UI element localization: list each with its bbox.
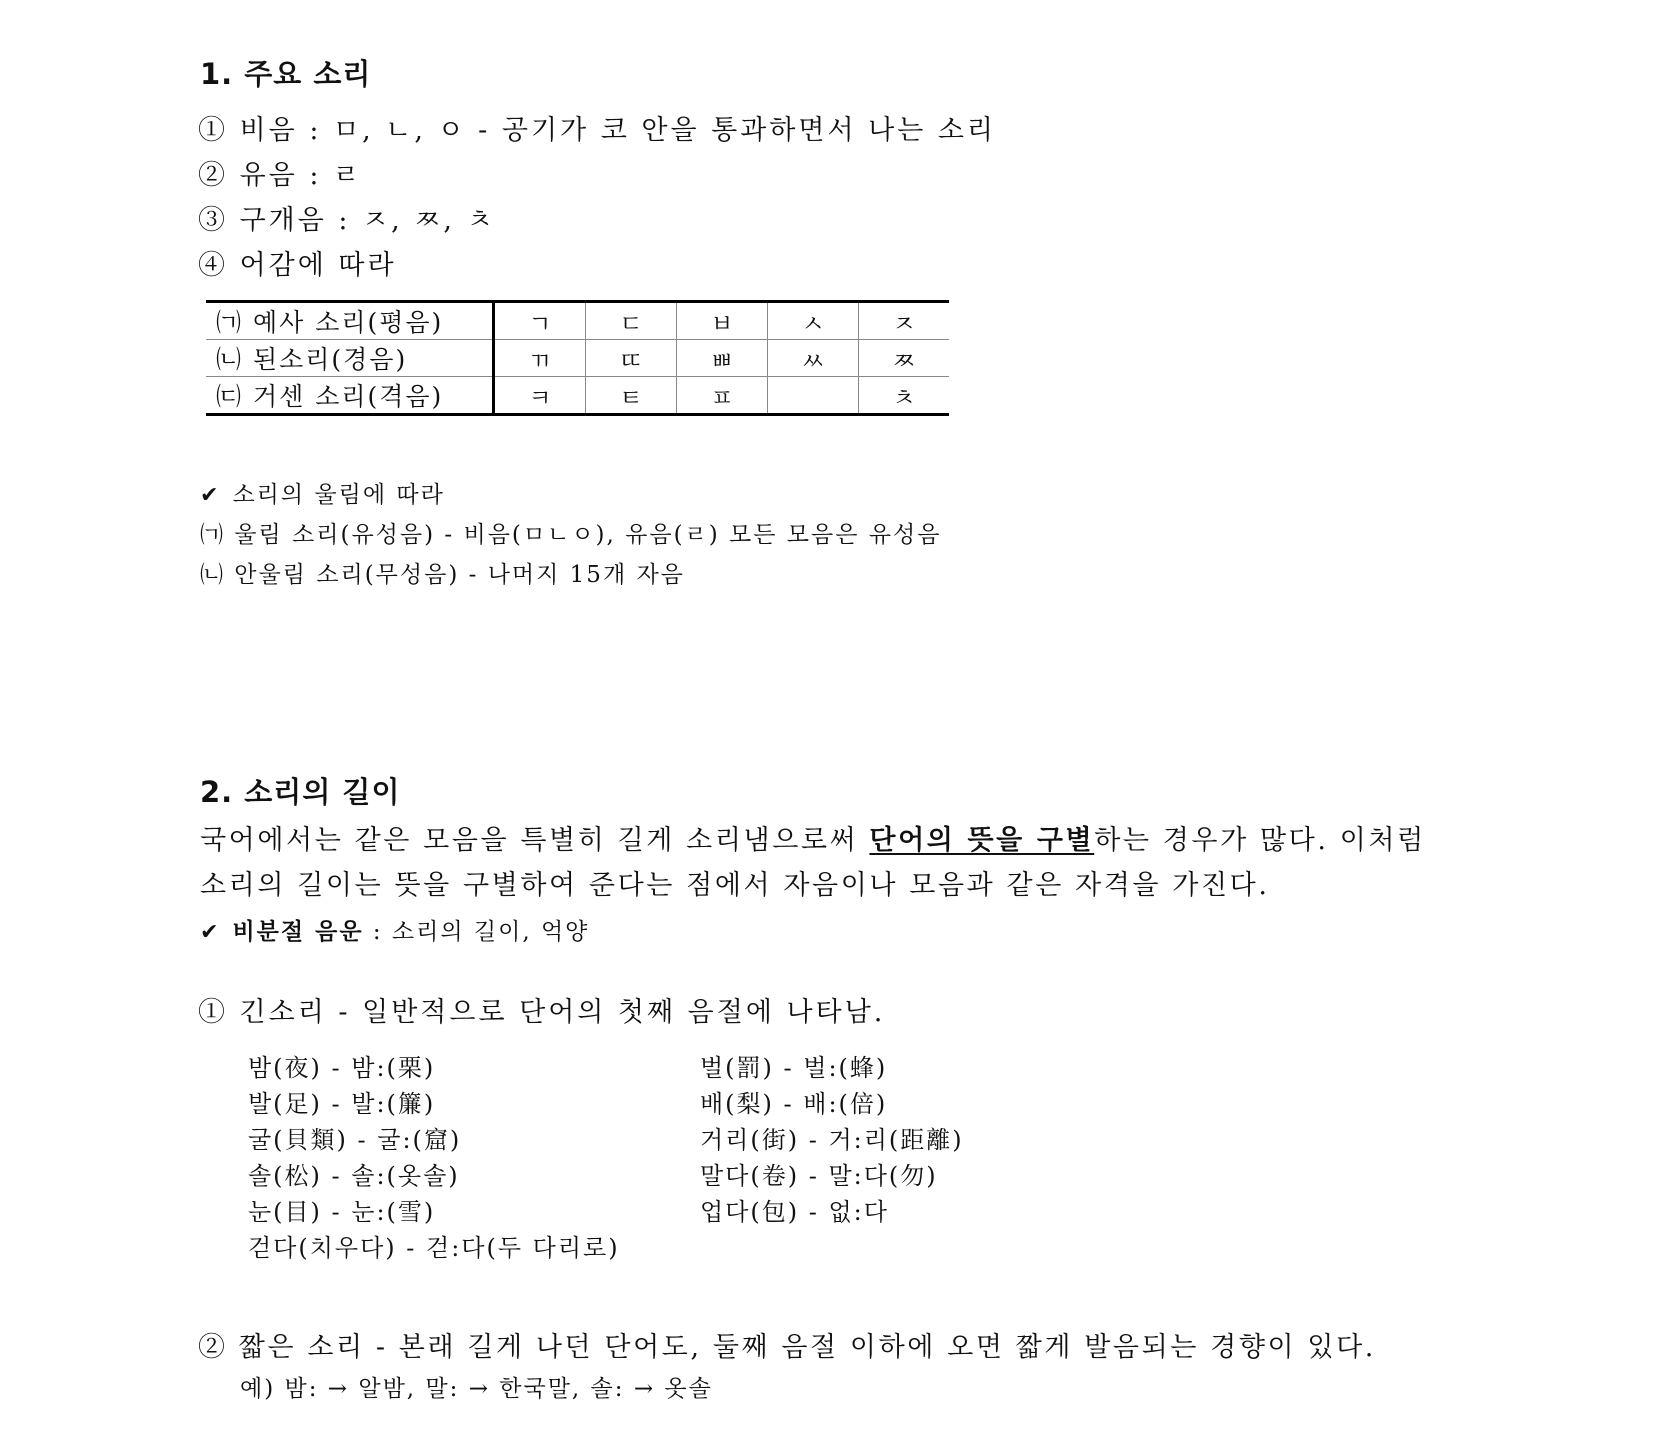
voiced-sound-line: ㈀ 울림 소리(유성음) - 비음(ㅁㄴㅇ), 유음(ㄹ) 모든 모음은 유성음 [200,522,942,548]
suprasegmental-note [200,913,589,946]
para-text-before: 국어에서는 같은 모음을 특별히 길게 소리냄으로써 [200,825,870,856]
voicing-heading-text: 소리의 울림에 따라 [232,482,445,508]
table-cell: ㅉ [859,340,950,377]
row-label: ㈀ 예사 소리(평음) [206,302,494,340]
voiceless-sound-line: ㈁ 안울림 소리(무성음) - 나머지 15개 자음 [200,562,685,588]
table-cell: ㅃ [677,340,768,377]
section1-item-palatal: ③ 구개음 : ㅈ, ㅉ, ㅊ [198,205,496,236]
table-cell: ㅆ [768,340,859,377]
short-sound-example: 예) 밤: → 알밤, 말: → 한국말, 솔: → 옷솔 [240,1376,713,1402]
consonant-table [206,300,949,416]
table-cell: ㅌ [586,377,677,415]
note-label: 비분절 음운 [232,919,364,945]
length-paragraph [200,818,1460,908]
section1-item-nasal: ① 비음 : ㅁ, ㄴ, ㅇ - 공기가 코 안을 통과하면서 나는 소리 [198,115,997,146]
table-cell [768,377,859,415]
para-emphasis: 단어의 뜻을 구별 [869,825,1095,856]
table-row [206,302,949,340]
example-right-1: 벌(罰) - 벌:(蜂) [700,1054,888,1082]
table-cell: ㄸ [586,340,677,377]
note-text: : 소리의 길이, 억양 [363,919,590,945]
table-row [206,377,949,415]
voicing-heading [200,476,445,509]
section1-item-liquid: ② 유음 : ㄹ [198,160,363,191]
long-sound-item: ① 긴소리 - 일반적으로 단어의 첫째 음절에 나타남. [198,997,886,1028]
short-sound-item: ② 짧은 소리 - 본래 길게 나던 단어도, 둘째 음절 이하에 오면 짧게 발음되는 경향이 있다. [198,1332,1376,1363]
table-cell: ㅈ [859,302,950,340]
example-right-4: 말다(卷) - 말:다(勿) [700,1162,938,1190]
row-label: ㈂ 거센 소리(격음) [206,377,494,415]
section1-item-nuance: ④ 어감에 따라 [198,250,397,281]
table-cell: ㅊ [859,377,950,415]
table-cell: ㅂ [677,302,768,340]
table-cell: ㄲ [494,340,586,377]
section2-title: 2. 소리의 길이 [200,775,401,809]
example-right-3: 거리(街) - 거:리(距離) [700,1126,964,1154]
check-mark-icon: ✔ [200,483,221,508]
row-label: ㈁ 된소리(경음) [206,340,494,377]
example-left-5: 눈(目) - 눈:(雪) [248,1198,436,1226]
table-cell: ㅋ [528,383,552,412]
example-right-2: 배(梨) - 배:(倍) [700,1090,888,1118]
example-left-1: 밤(夜) - 밤:(栗) [248,1054,436,1082]
table-cell: ㅅ [768,302,859,340]
example-right-5: 업다(包) - 없:다 [700,1198,889,1226]
check-mark-icon: ✔ [200,920,221,945]
table-cell: ㄷ [586,302,677,340]
example-left-2: 발(足) - 발:(簾) [248,1090,436,1118]
example-left-3: 굴(貝類) - 굴:(窟) [248,1126,462,1154]
section1-title: 1. 주요 소리 [200,57,372,91]
example-left-4: 솔(松) - 솔:(옷솔) [248,1162,460,1190]
para-text-after: 하는 경우가 많다. 이처럼 소리의 길이는 뜻을 구별하여 준다는 점에서 자음이나 모음과 같은 자격을 가진다. [200,825,1426,901]
example-left-6: 걷다(치우다) - 걷:다(두 다리로) [248,1234,620,1262]
table-cell: ㅍ [677,377,768,415]
table-cell: ㄱ [494,302,586,340]
table-row [206,340,949,377]
